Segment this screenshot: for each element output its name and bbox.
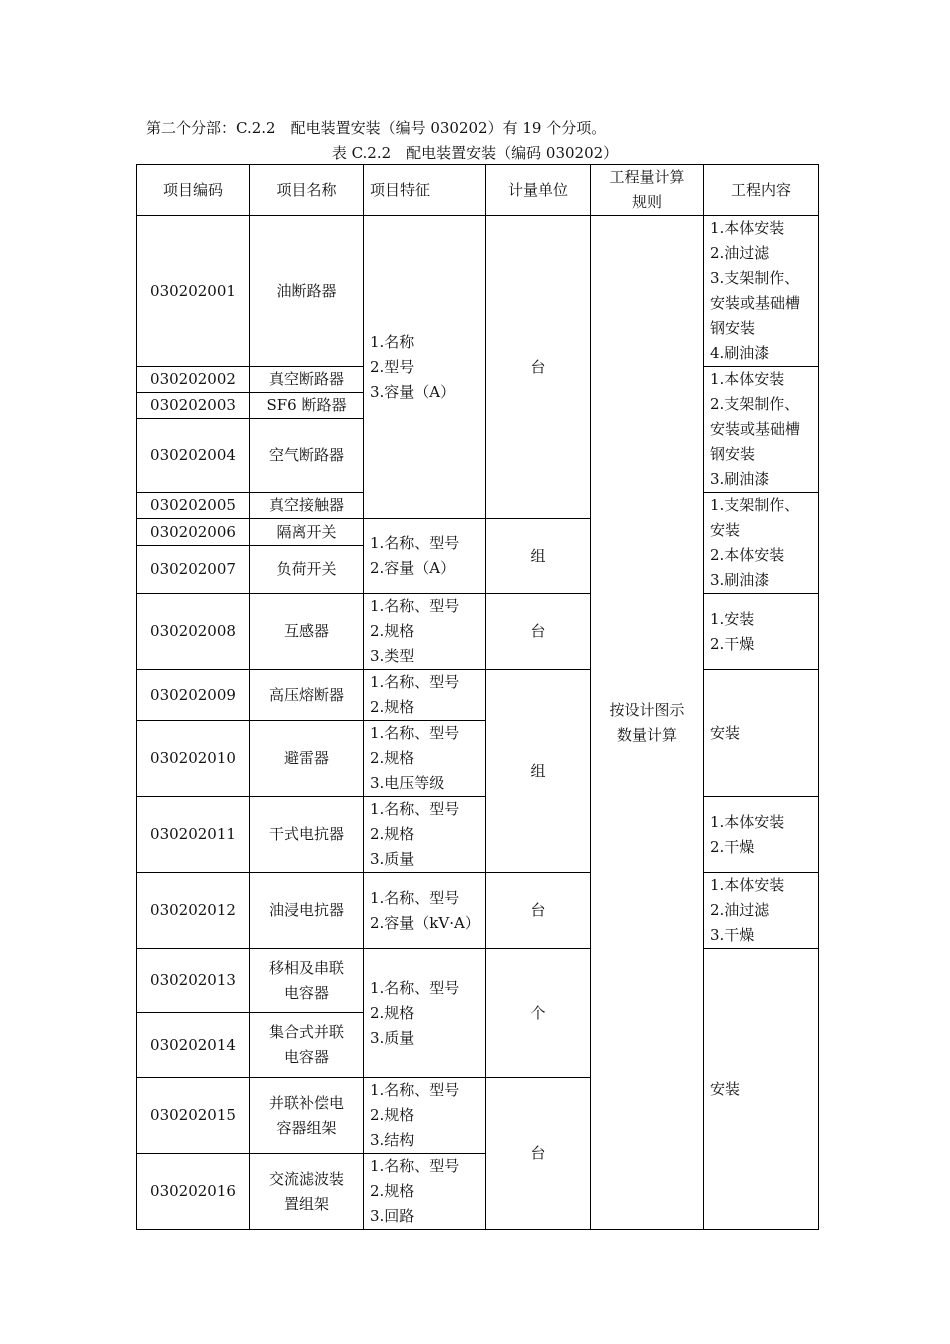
header-feature: 项目特征 xyxy=(364,165,486,216)
item-name-line: 隔离开关 xyxy=(276,522,337,541)
item-name-line: 真空断路器 xyxy=(268,370,344,389)
table-row xyxy=(137,797,819,873)
item-name xyxy=(250,1078,364,1154)
item-content xyxy=(704,216,819,367)
item-code: 030202012 xyxy=(137,873,250,949)
feature-line: 1.名称、型号 xyxy=(370,978,460,997)
item-unit: 台 xyxy=(486,216,591,519)
item-unit: 台 xyxy=(486,594,591,670)
item-name-line: 真空接触器 xyxy=(268,496,344,514)
item-name-line: 容器组架 xyxy=(276,1118,337,1137)
content-line: 1.本体安装 xyxy=(710,812,785,831)
item-code: 030202014 xyxy=(137,1013,250,1078)
item-name xyxy=(250,519,364,546)
table-caption: 表 C.2.2 配电装置安装（编码 030202） xyxy=(331,144,619,162)
feature-line: 1.名称、型号 xyxy=(370,800,460,818)
item-code: 030202015 xyxy=(137,1078,250,1154)
table-row xyxy=(137,949,819,1013)
content-line: 4.刷油漆 xyxy=(710,344,770,362)
item-name-line: 集合式并联 xyxy=(268,1023,344,1041)
item-unit: 组 xyxy=(486,670,591,873)
item-name xyxy=(250,367,364,393)
item-name-line: SF6 断路器 xyxy=(266,396,347,415)
item-code: 030202016 xyxy=(137,1154,250,1230)
item-name xyxy=(250,393,364,419)
item-feature xyxy=(364,1078,486,1154)
content-line: 1.安装 xyxy=(710,609,755,628)
item-name-line: 油断路器 xyxy=(276,281,337,300)
item-code: 030202006 xyxy=(137,519,250,546)
feature-line: 1.名称、型号 xyxy=(370,888,460,907)
feature-line: 1.名称、型号 xyxy=(370,673,460,691)
table-header-row xyxy=(137,165,819,216)
item-code: 030202005 xyxy=(137,493,250,519)
content-line: 2.本体安装 xyxy=(710,546,785,564)
item-name xyxy=(250,594,364,670)
item-code: 030202013 xyxy=(137,949,250,1013)
content-line: 3.支架制作、安装或基础槽钢安装 xyxy=(710,269,801,337)
quantity-rule xyxy=(591,216,704,1230)
content-line: 3.刷油漆 xyxy=(710,571,770,589)
item-unit: 台 xyxy=(486,873,591,949)
item-name xyxy=(250,670,364,721)
item-name-line: 负荷开关 xyxy=(276,560,337,578)
item-code: 030202003 xyxy=(137,393,250,419)
item-feature xyxy=(364,216,486,519)
item-feature xyxy=(364,1154,486,1230)
item-feature xyxy=(364,721,486,797)
item-name xyxy=(250,1154,364,1230)
item-code: 030202004 xyxy=(137,419,250,493)
feature-line: 2.规格 xyxy=(370,1106,415,1124)
table-row xyxy=(137,594,819,670)
item-name-line: 避雷器 xyxy=(283,749,329,767)
item-unit: 个 xyxy=(486,949,591,1078)
header-rule xyxy=(591,165,704,216)
feature-line: 1.名称 xyxy=(370,332,415,351)
feature-line: 2.规格 xyxy=(370,1003,415,1022)
item-content xyxy=(704,797,819,873)
content-line: 2.干燥 xyxy=(710,837,755,856)
item-content xyxy=(704,670,819,797)
rule-line: 按设计图示 xyxy=(609,700,685,719)
content-line: 3.干燥 xyxy=(710,926,755,944)
feature-line: 2.型号 xyxy=(370,357,415,376)
feature-line: 2.规格 xyxy=(370,749,415,767)
feature-line: 3.容量（A） xyxy=(370,382,456,401)
item-code: 030202001 xyxy=(137,216,250,367)
header-code: 项目编码 xyxy=(137,165,250,216)
item-name xyxy=(250,216,364,367)
item-unit: 组 xyxy=(486,519,591,594)
feature-line: 1.名称、型号 xyxy=(370,1157,460,1175)
intro-text: 第二个分部：C.2.2 配电装置安装（编号 030202）有 19 个分项。 xyxy=(146,119,607,137)
feature-line: 2.规格 xyxy=(370,825,415,843)
item-feature xyxy=(364,797,486,873)
item-code: 030202010 xyxy=(137,721,250,797)
feature-line: 3.类型 xyxy=(370,647,415,665)
item-name xyxy=(250,1013,364,1078)
content-line: 1.本体安装 xyxy=(710,876,785,894)
table-row xyxy=(137,873,819,949)
content-line: 1.本体安装 xyxy=(710,370,785,388)
content-line: 1.本体安装 xyxy=(710,219,785,237)
item-name-line: 空气断路器 xyxy=(268,446,344,465)
feature-line: 3.质量 xyxy=(370,1028,415,1047)
content-line: 2.油过滤 xyxy=(710,901,770,919)
item-content xyxy=(704,594,819,670)
feature-line: 1.名称、型号 xyxy=(370,534,460,552)
item-name-line: 移相及串联 xyxy=(268,958,344,977)
feature-line: 2.规格 xyxy=(370,622,415,640)
feature-line: 2.容量（A） xyxy=(370,559,456,577)
item-content xyxy=(704,949,819,1230)
item-content xyxy=(704,367,819,493)
header-content: 工程内容 xyxy=(704,165,819,216)
item-name xyxy=(250,873,364,949)
item-feature xyxy=(364,519,486,594)
header-rule-line2: 规则 xyxy=(631,193,662,211)
feature-line: 3.回路 xyxy=(370,1207,415,1225)
item-code: 030202008 xyxy=(137,594,250,670)
item-name-line: 电容器 xyxy=(283,1048,329,1066)
item-feature xyxy=(364,594,486,670)
feature-line: 1.名称、型号 xyxy=(370,724,460,742)
content-line: 安装 xyxy=(710,1079,741,1098)
item-code: 030202002 xyxy=(137,367,250,393)
item-code: 030202007 xyxy=(137,546,250,594)
item-name-line: 高压熔断器 xyxy=(268,685,344,704)
item-name xyxy=(250,419,364,493)
item-name-line: 干式电抗器 xyxy=(268,825,344,843)
feature-line: 2.规格 xyxy=(370,1182,415,1200)
item-code: 030202009 xyxy=(137,670,250,721)
content-line: 安装 xyxy=(710,723,741,742)
item-unit: 台 xyxy=(486,1078,591,1230)
item-name-line: 互感器 xyxy=(283,622,329,640)
item-content xyxy=(704,873,819,949)
feature-line: 3.质量 xyxy=(370,850,415,868)
rule-line: 数量计算 xyxy=(616,725,677,744)
item-feature xyxy=(364,873,486,949)
feature-line: 3.结构 xyxy=(370,1131,415,1149)
item-content xyxy=(704,493,819,594)
content-line: 2.支架制作、安装或基础槽钢安装 xyxy=(710,395,801,463)
header-name: 项目名称 xyxy=(250,165,364,216)
feature-line: 2.规格 xyxy=(370,698,415,716)
header-rule-line1: 工程量计算 xyxy=(609,168,685,186)
item-name-line: 油浸电抗器 xyxy=(268,901,344,919)
item-name xyxy=(250,797,364,873)
header-unit: 计量单位 xyxy=(486,165,591,216)
content-line: 2.油过滤 xyxy=(710,244,770,262)
item-name xyxy=(250,493,364,519)
content-line: 2.干燥 xyxy=(710,634,755,653)
content-line: 1.支架制作、安装 xyxy=(710,496,800,539)
content-line: 3.刷油漆 xyxy=(710,470,770,488)
feature-line: 3.电压等级 xyxy=(370,774,445,792)
item-name-line: 置组架 xyxy=(283,1194,329,1213)
spec-table xyxy=(136,164,819,1230)
item-name-line: 并联补偿电 xyxy=(268,1093,344,1112)
feature-line: 1.名称、型号 xyxy=(370,597,460,615)
item-name xyxy=(250,949,364,1013)
item-code: 030202011 xyxy=(137,797,250,873)
table-row xyxy=(137,670,819,721)
feature-line: 2.容量（kV·A） xyxy=(370,913,480,932)
item-name-line: 电容器 xyxy=(283,983,329,1002)
item-name xyxy=(250,546,364,594)
item-feature xyxy=(364,949,486,1078)
item-name-line: 交流滤波装 xyxy=(268,1169,344,1188)
item-feature xyxy=(364,670,486,721)
table-row xyxy=(137,216,819,367)
item-name xyxy=(250,721,364,797)
feature-line: 1.名称、型号 xyxy=(370,1081,460,1099)
